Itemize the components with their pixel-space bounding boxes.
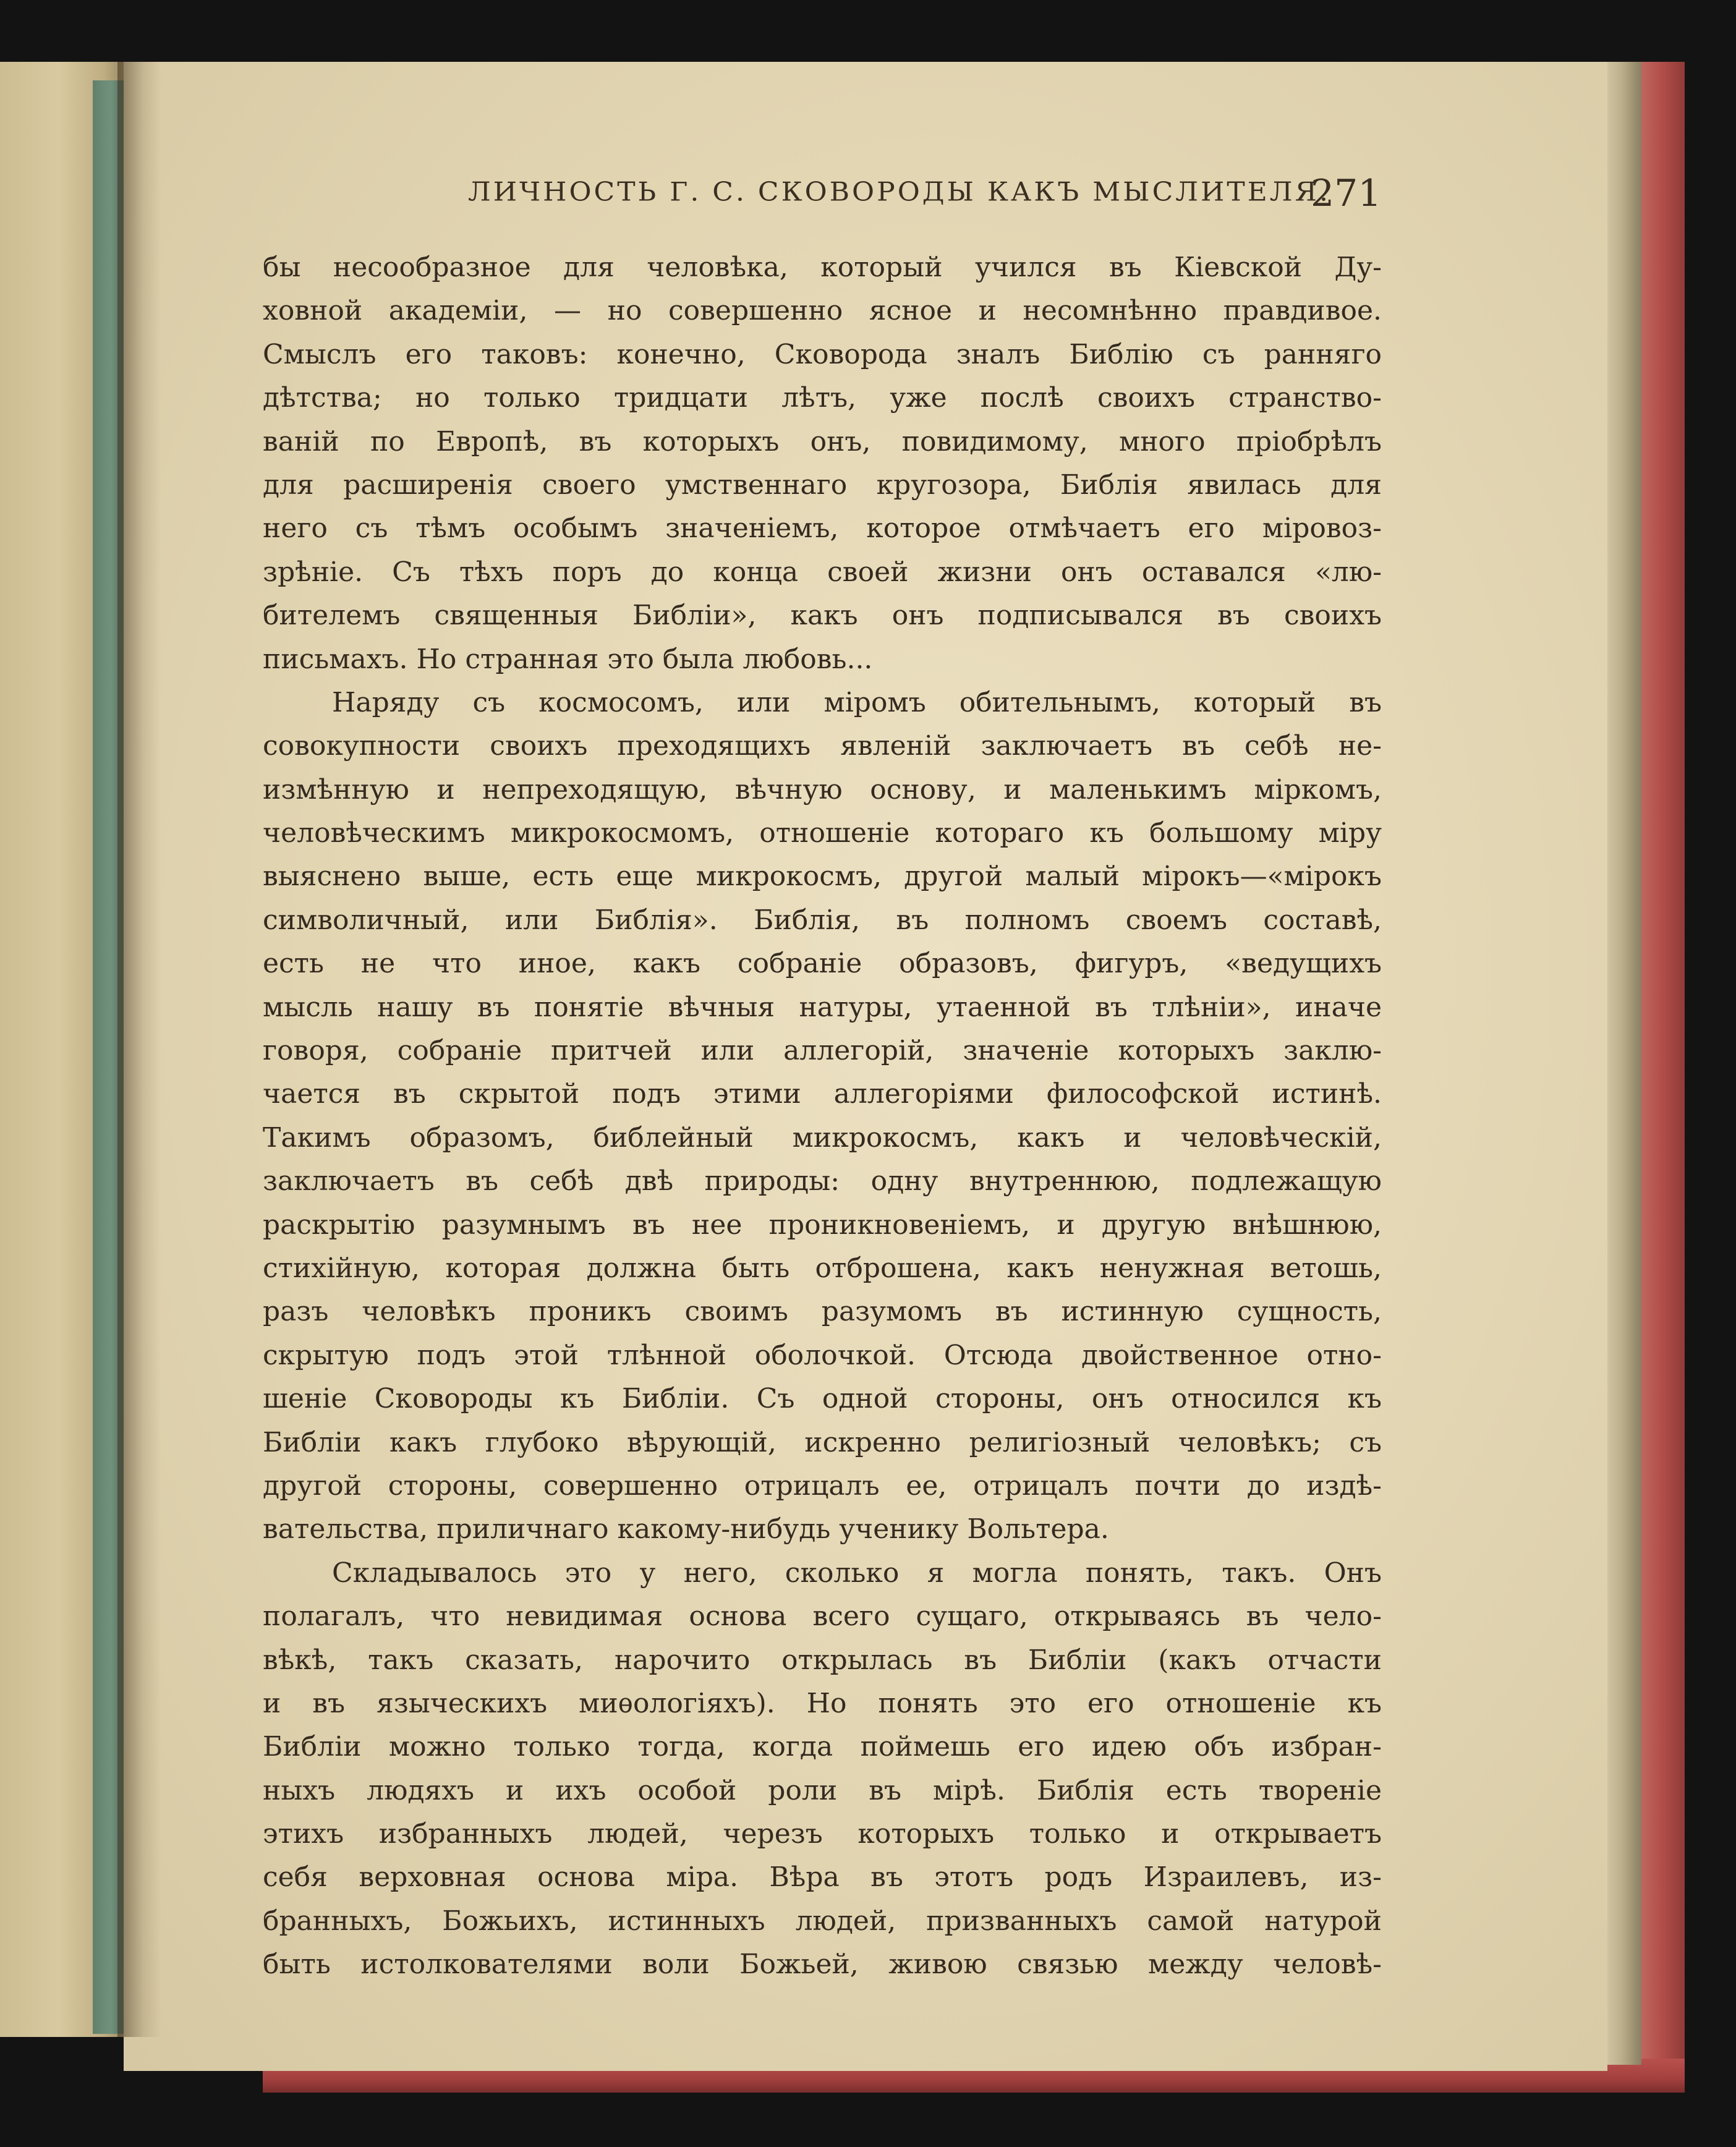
text-line: вѣкѣ, такъ сказать, нарочито открылась въ Библіи (какъ отчасти [263, 1644, 1382, 1676]
text-line: ховной академіи, — но совершенно ясное и несомнѣнно правдивое. [263, 295, 1382, 327]
text-line: и въ языческихъ миѳологіяхъ). Но понять это его отношеніе къ [263, 1687, 1382, 1719]
text-line: измѣнную и непреходящую, вѣчную основу, и маленькимъ міркомъ, [263, 773, 1382, 806]
text-line: ныхъ людяхъ и ихъ особой роли въ мірѣ. Библія есть твореніе [263, 1774, 1382, 1806]
text-line: говоря, собраніе притчей или аллегорій, значеніе которыхъ заклю- [263, 1035, 1382, 1067]
text-line: письмахъ. Но странная это была любовь... [263, 643, 873, 675]
text-line: человѣческимъ микрокосмомъ, отношеніе котораго къ большому міру [263, 817, 1382, 849]
running-head: ЛИЧНОСТЬ Г. С. СКОВОРОДЫ КАКЪ МЫСЛИТЕЛЯ. [468, 177, 1331, 207]
text-line: этихъ избранныхъ людей, черезъ которыхъ только и открываетъ [263, 1818, 1382, 1850]
text-line: совокупности своихъ преходящихъ явленій заключаетъ въ себѣ не- [263, 730, 1382, 762]
text-line: себя верховная основа міра. Вѣра въ этотъ родъ Израилевъ, из- [263, 1861, 1382, 1894]
text-line: бителемъ священныя Библіи», какъ онъ подписывался въ своихъ [263, 600, 1382, 632]
text-line: Смыслъ его таковъ: конечно, Сковорода зналъ Библію съ ранняго [263, 338, 1382, 370]
text-line: вательства, приличнаго какому-нибудь ученику Вольтера. [263, 1513, 1109, 1545]
text-line: быть истолкователями воли Божьей, живою связью между человѣ- [263, 1949, 1382, 1981]
text-line: бранныхъ, Божьихъ, истинныхъ людей, призванныхъ самой натурой [263, 1905, 1382, 1937]
text-line: него съ тѣмъ особымъ значеніемъ, которое отмѣчаетъ его міровоз- [263, 512, 1382, 545]
text-line: стихійную, которая должна быть отброшена, какъ ненужная ветошь, [263, 1252, 1382, 1284]
text-line: полагалъ, что невидимая основа всего сущаго, открываясь въ чело- [263, 1601, 1382, 1633]
text-line: Библіи какъ глубоко вѣрующій, искренно религіозный человѣкъ; съ [263, 1426, 1382, 1458]
gutter-shadow [117, 62, 161, 2037]
text-line: другой стороны, совершенно отрицалъ ее, отрицалъ почти до издѣ- [263, 1469, 1382, 1502]
text-line: дѣтства; но только тридцати лѣтъ, уже послѣ своихъ странство- [263, 382, 1382, 414]
text-line: выяснено выше, есть еще микрокосмъ, другой малый мірокъ—«мірокъ [263, 861, 1382, 893]
text-line: есть не что иное, какъ собраніе образовъ, фигуръ, «ведущихъ [263, 948, 1382, 980]
text-line: шеніе Сковороды къ Библіи. Съ одной стороны, онъ относился къ [263, 1383, 1382, 1415]
page-stack-edge [1607, 62, 1641, 2065]
page-number: 271 [1311, 172, 1382, 215]
text-line: зрѣніе. Съ тѣхъ поръ до конца своей жизни онъ оставался «лю- [263, 556, 1382, 588]
text-line: скрытую подъ этой тлѣнной оболочкой. Отсюда двойственное отно- [263, 1339, 1382, 1371]
text-line: ваній по Европѣ, въ которыхъ онъ, повидимому, много пріобрѣлъ [263, 425, 1382, 457]
body-text [263, 246, 1382, 1987]
text-line: заключаетъ въ себѣ двѣ природы: одну внутреннюю, подлежащую [263, 1165, 1382, 1197]
text-line: Такимъ образомъ, библейный микрокосмъ, какъ и человѣческій, [263, 1121, 1382, 1154]
text-line: чается въ скрытой подъ этими аллегоріями философской истинѣ. [263, 1078, 1382, 1110]
text-line: Наряду съ космосомъ, или міромъ обительнымъ, который въ [332, 686, 1382, 718]
text-line: разъ человѣкъ проникъ своимъ разумомъ въ истинную сущность, [263, 1296, 1382, 1328]
text-line: мысль нашу въ понятіе вѣчныя натуры, утаенной въ тлѣніи», иначе [263, 991, 1382, 1023]
book-cover-right-edge [1638, 62, 1685, 2093]
text-line: раскрытію разумнымъ въ нее проникновеніемъ, и другую внѣшнюю, [263, 1209, 1382, 1241]
text-line: Складывалось это у него, сколько я могла понять, такъ. Онъ [332, 1557, 1382, 1589]
text-line: символичный, или Библія». Библія, въ полномъ своемъ составѣ, [263, 904, 1382, 936]
text-line: бы несообразное для человѣка, который учился въ Кіевской Ду- [263, 252, 1382, 283]
text-line: Библіи можно только тогда, когда поймешь его идею объ избран- [263, 1731, 1382, 1763]
text-line: для расширенія своего умственнаго кругозора, Библія явилась для [263, 469, 1382, 501]
